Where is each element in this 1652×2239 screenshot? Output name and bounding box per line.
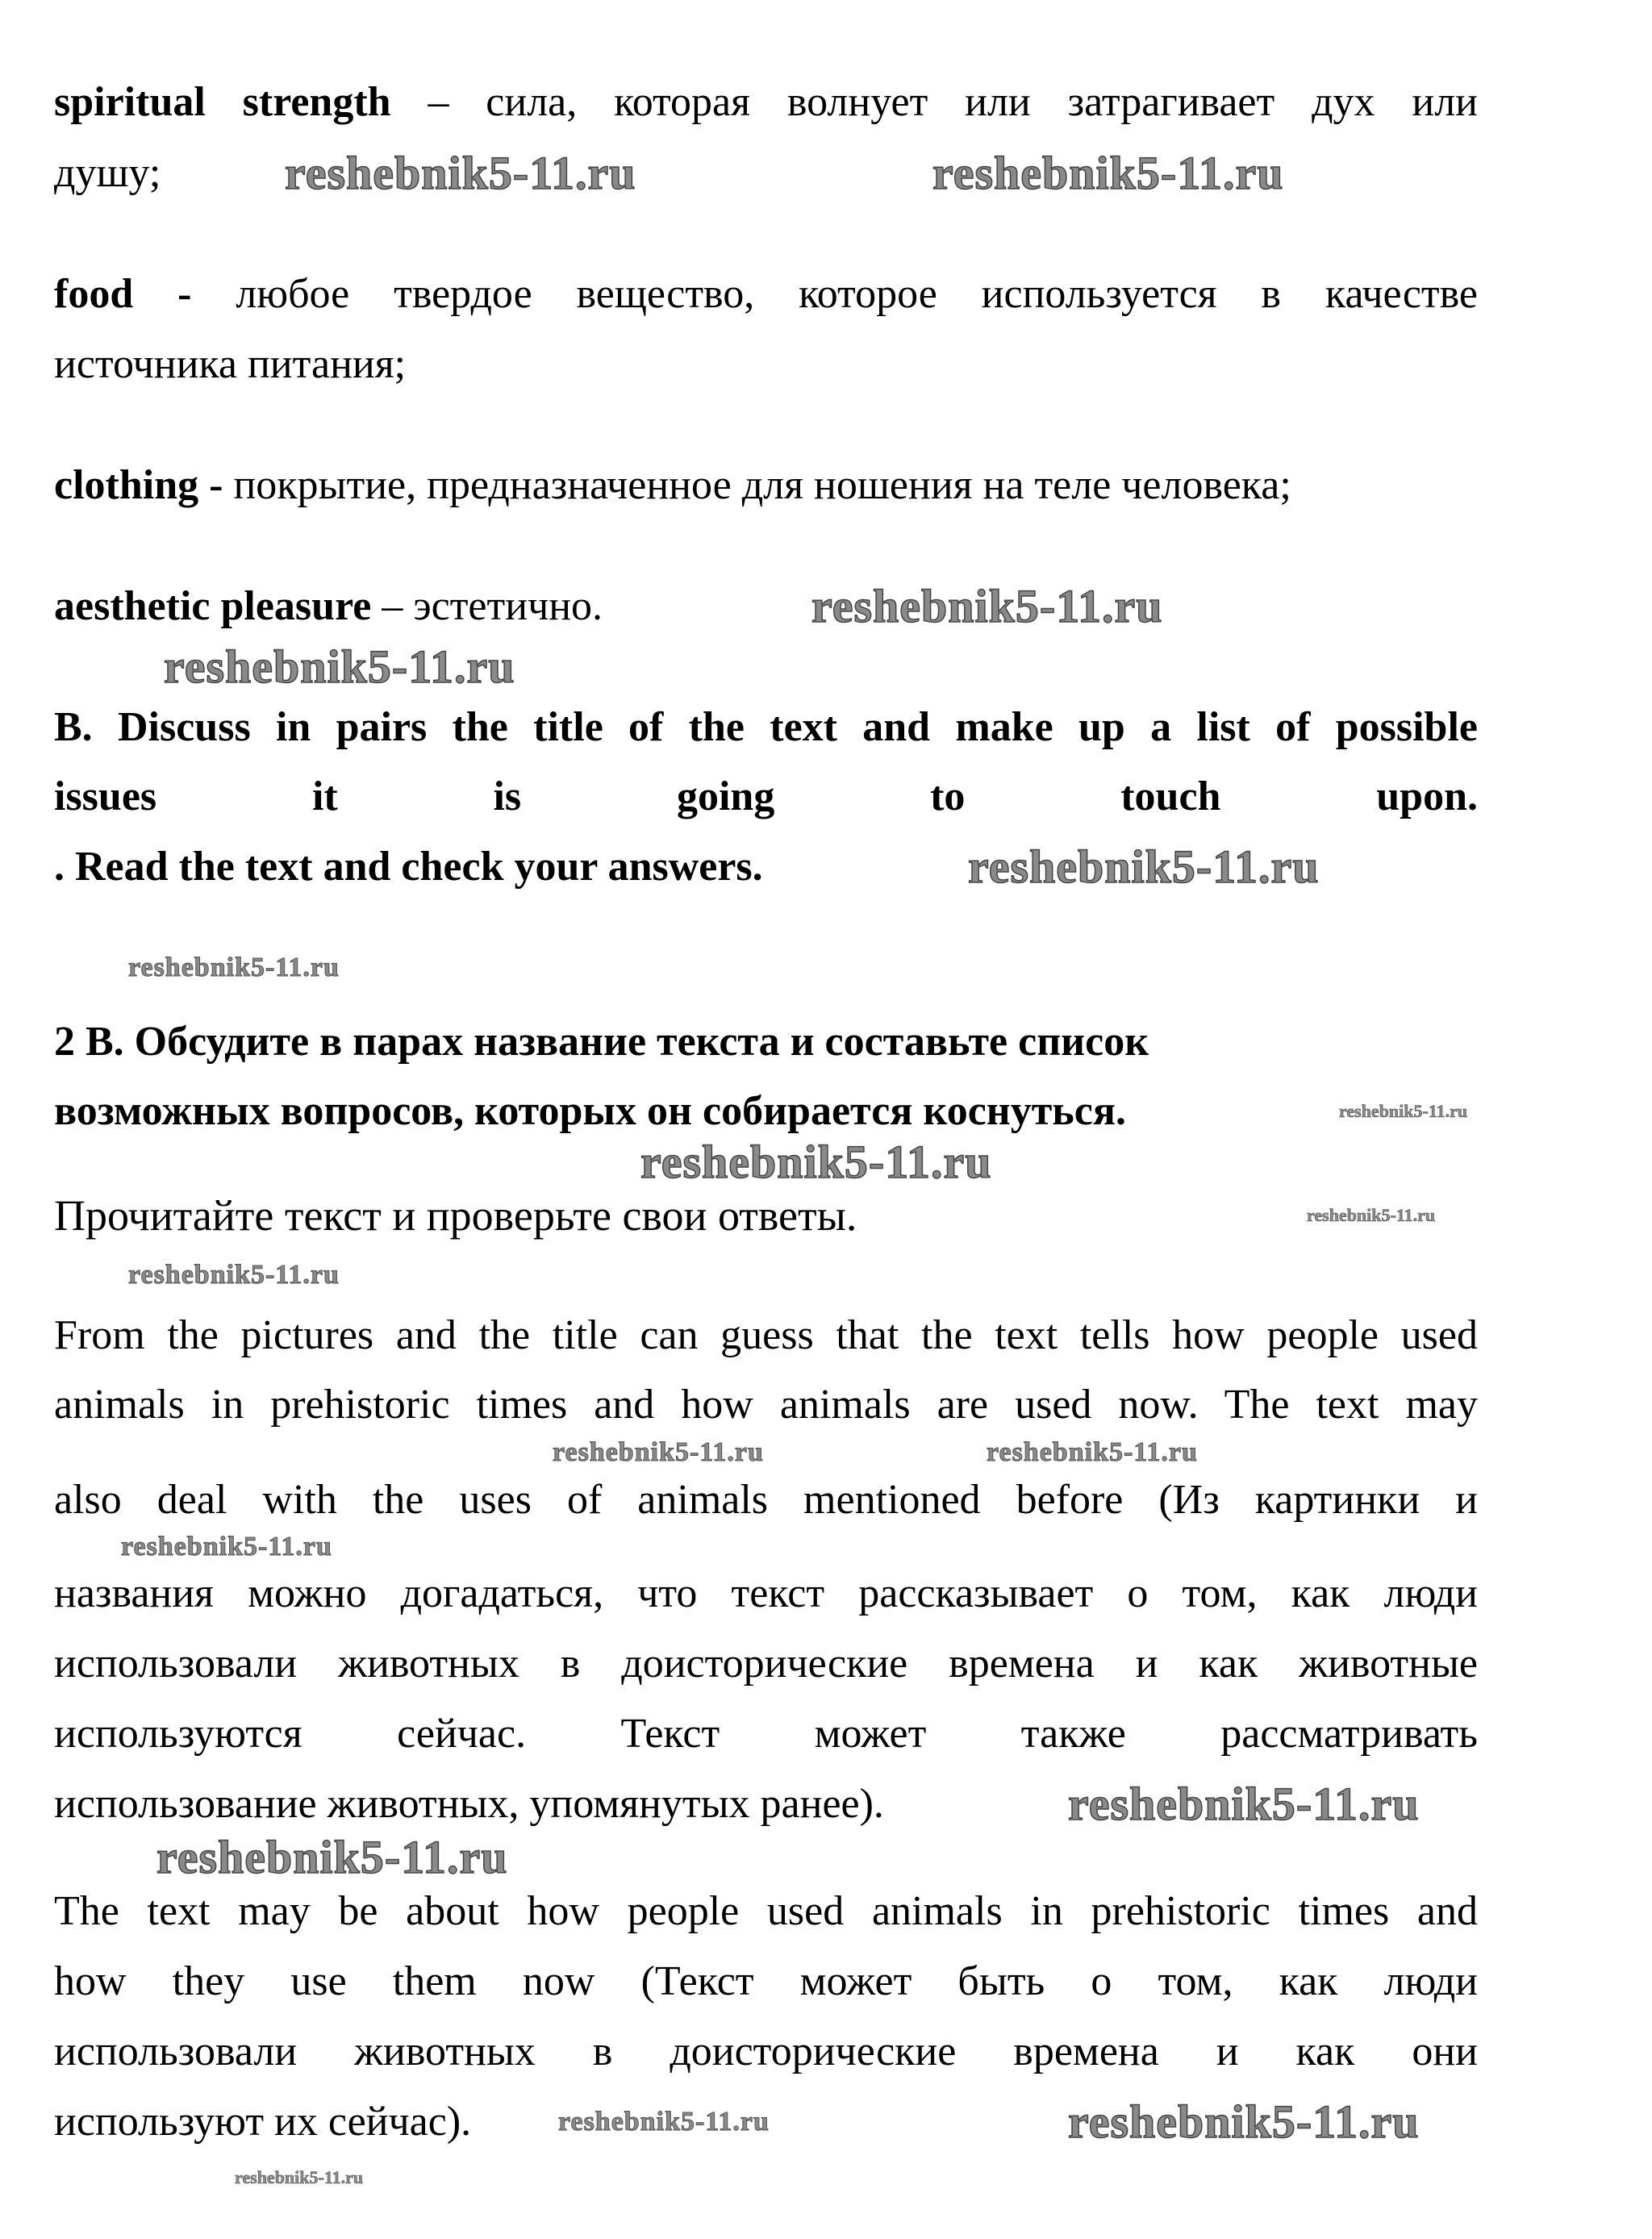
term: food <box>54 271 134 317</box>
answer-line: The text may be about how people used animals in prehistoric times and <box>54 1888 1478 1934</box>
watermark: reshebnik5-11.ru <box>164 640 515 693</box>
task-heading-en: B. Discuss in pairs the title of the text and make up a list of possible <box>54 704 1478 750</box>
glossary-line <box>54 270 1478 319</box>
term: spiritual strength <box>54 79 391 125</box>
term: clothing <box>54 462 199 508</box>
watermark: reshebnik5-11.ru <box>121 1532 332 1561</box>
answer-line: also deal with the uses of animals mentioned before (Из картинки и <box>54 1477 1478 1523</box>
glossary-line: душу; <box>54 150 161 196</box>
answer-line: использовали животных в доисторические времена и как они <box>54 2028 1478 2074</box>
watermark: reshebnik5-11.ru <box>1068 2095 1420 2148</box>
watermark: reshebnik5-11.ru <box>968 840 1320 893</box>
definition: эстетично. <box>413 583 603 629</box>
definition: покрытие, предназначенное для ношения на теле человека; <box>233 462 1291 508</box>
task-heading-en: . Read the text and check your answers. <box>54 844 763 890</box>
task-heading-ru: возможных вопросов, которых он собирается коснуться. <box>54 1088 1126 1134</box>
watermark: reshebnik5-11.ru <box>1068 1778 1420 1830</box>
answer-line: From the pictures and the title can guess that the text tells how people used <box>54 1312 1478 1358</box>
answer-line: использовали животных в доисторические времена и как животные <box>54 1641 1478 1687</box>
answer-line: использование животных, упомянутых ранее). <box>54 1781 884 1827</box>
watermark: reshebnik5-11.ru <box>128 953 340 982</box>
glossary-line <box>54 78 1478 127</box>
glossary-line <box>54 582 1478 631</box>
term: aesthetic pleasure <box>54 583 372 629</box>
answer-line: используют их сейчас). <box>54 2099 472 2145</box>
watermark: reshebnik5-11.ru <box>553 1437 764 1467</box>
answer-line: how they use them now (Текст может быть о том, как люди <box>54 1958 1478 2004</box>
watermark: reshebnik5-11.ru <box>156 1831 508 1883</box>
watermark: reshebnik5-11.ru <box>1339 1101 1468 1121</box>
task-heading-en: issues it is going to touch upon. <box>54 773 1478 819</box>
answer-line: используются сейчас. Текст может также рассматривать <box>54 1711 1478 1757</box>
glossary-line: источника питания; <box>54 341 407 387</box>
definition: сила, которая волнует или затрагивает дух или <box>486 79 1478 125</box>
watermark: reshebnik5-11.ru <box>235 2167 364 2187</box>
separator: – <box>390 79 486 125</box>
task-heading-ru: 2 В. Обсудите в парах название текста и составьте список <box>54 1019 1149 1065</box>
watermark: reshebnik5-11.ru <box>285 147 636 199</box>
watermark: reshebnik5-11.ru <box>1307 1205 1436 1225</box>
watermark: reshebnik5-11.ru <box>811 580 1163 632</box>
definition: любое твердое вещество, которое используется в качестве <box>236 271 1478 317</box>
separator: – <box>371 583 414 629</box>
watermark: reshebnik5-11.ru <box>987 1437 1198 1467</box>
watermark: reshebnik5-11.ru <box>932 147 1284 199</box>
watermark: reshebnik5-11.ru <box>640 1136 992 1188</box>
answer-line: названия можно догадаться, что текст рассказывает о том, как люди <box>54 1570 1478 1616</box>
watermark: reshebnik5-11.ru <box>558 2107 770 2137</box>
watermark: reshebnik5-11.ru <box>128 1260 340 1290</box>
separator: - <box>133 271 236 317</box>
separator: - <box>198 462 234 508</box>
answer-line: animals in prehistoric times and how animals are used now. The text may <box>54 1382 1478 1428</box>
glossary-line <box>54 461 1478 510</box>
task-instruction-ru: Прочитайте текст и проверьте свои ответы. <box>54 1191 857 1240</box>
